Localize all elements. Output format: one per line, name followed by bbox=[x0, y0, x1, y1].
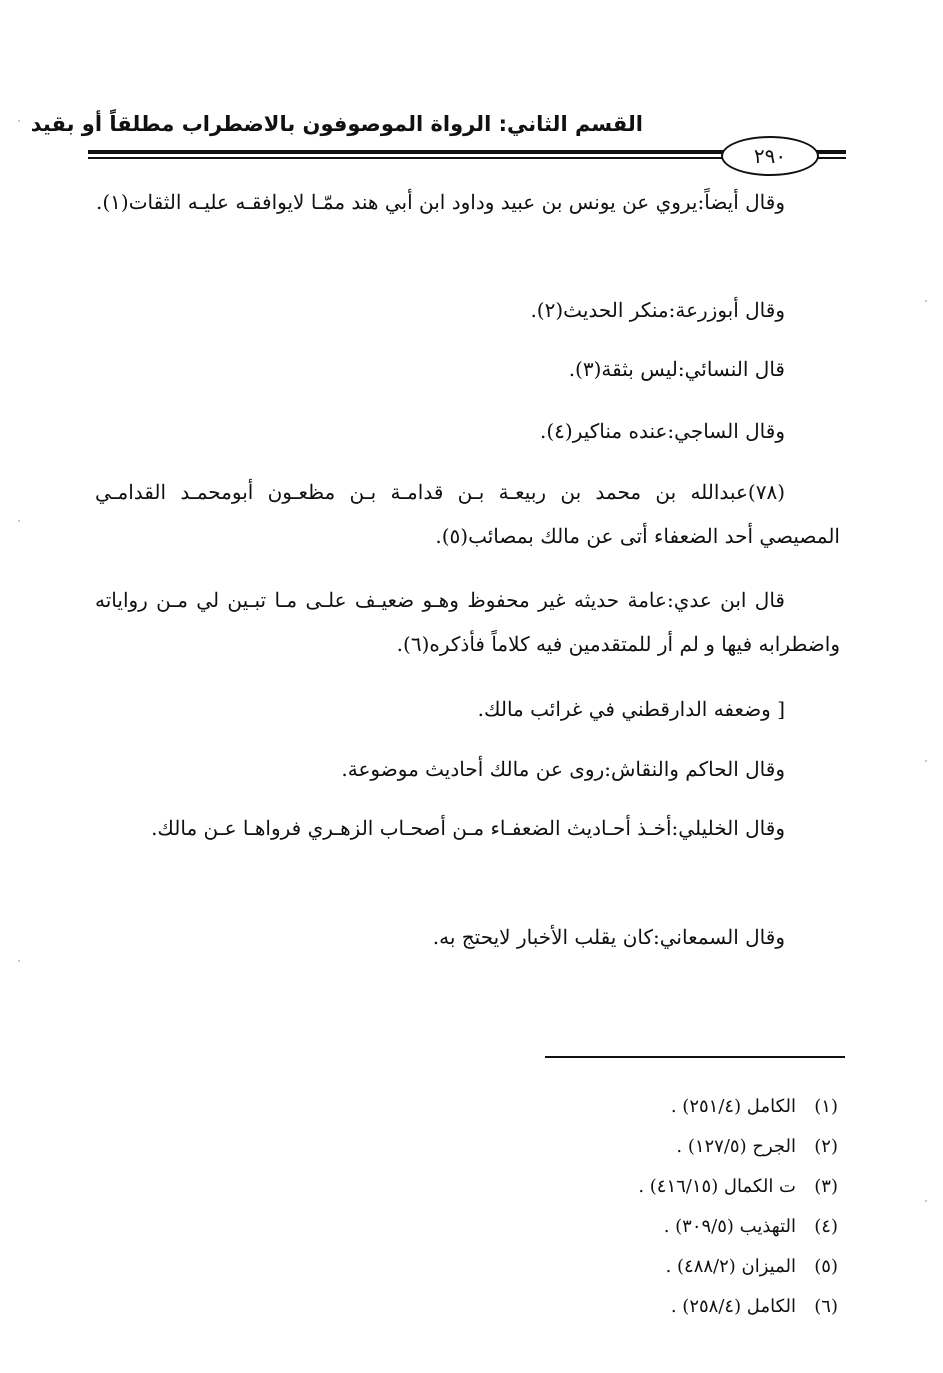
paragraph-3: قال النسائي:ليس بثقة(٣). bbox=[568, 357, 785, 381]
paragraph-10: وقال السمعاني:كان يقلب الأخبار لايحتج به. bbox=[432, 925, 785, 949]
paragraph-1: وقال أيضاً:يروي عن يونس بن عبيد وداود ابن أبي هند ممّـا لايوافقـه عليـه الثقات(١). bbox=[96, 190, 785, 214]
footnote-number: (٥) bbox=[814, 1256, 838, 1277]
paragraph-4: وقال الساجي:عنده مناكير(٤). bbox=[539, 419, 785, 443]
footnote-5 bbox=[438, 1247, 838, 1287]
footnote-4 bbox=[438, 1207, 838, 1247]
footnote-number: (١) bbox=[814, 1096, 838, 1117]
footnote-text: الكامل (٢٥٨/٤) . bbox=[670, 1296, 796, 1317]
running-title: القسم الثاني: الرواة الموصوفون بالاضطراب مطلقاً أو بقيد bbox=[30, 112, 643, 136]
footnote-text: التهذيب (٣٠٩/٥) . bbox=[663, 1216, 796, 1237]
paragraph-7: [ وضعفه الدارقطني في غرائب مالك. bbox=[477, 697, 785, 721]
footnote-text: الميزان (٤٨٨/٢) . bbox=[665, 1256, 796, 1277]
footnote-number: (٣) bbox=[814, 1176, 838, 1197]
page-number: ٢٩٠ bbox=[721, 136, 819, 176]
footnote-text: الجرح (١٢٧/٥) . bbox=[676, 1136, 796, 1157]
footnote-separator bbox=[545, 1056, 845, 1058]
paragraph-9: وقال الخليلي:أخـذ أحـاديث الضعفـاء مـن أصحـاب الزهـري فرواهـا عـن مالك. bbox=[151, 816, 785, 840]
footnote-number: (٢) bbox=[814, 1136, 838, 1157]
paragraph-6: قال ابن عدي:عامة حديثه غير محفوظ وهـو ضعيـف علـى مـا تبـين لي مـن رواياته واضطرابه فيها و لم أر للمتقدمين فيه كلاماً فأذكره(٦). bbox=[95, 588, 840, 656]
scan-speck bbox=[18, 120, 20, 122]
footnote-2 bbox=[438, 1127, 838, 1167]
paragraph-2: وقال أبوزرعة:منكر الحديث(٢). bbox=[530, 298, 785, 322]
footnote-6 bbox=[438, 1287, 838, 1327]
scan-speck bbox=[18, 520, 20, 522]
footnotes bbox=[438, 1087, 838, 1327]
footnote-number: (٤) bbox=[814, 1216, 838, 1237]
footnote-3 bbox=[438, 1167, 838, 1207]
paragraph-8: وقال الحاكم والنقاش:روى عن مالك أحاديث موضوعة. bbox=[341, 757, 785, 781]
paragraph-entry-78: (٧٨)عبدالله بن محمد بن ربيعـة بـن قدامـة بـن مظعـون أبومحمـد القدامـي المصيصي أحد الضعفاء أتى عن مالك بمصائب(٥). bbox=[95, 480, 840, 548]
footnote-1 bbox=[438, 1087, 838, 1127]
footnote-text: الكامل (٢٥١/٤) . bbox=[670, 1096, 796, 1117]
scan-speck bbox=[925, 760, 927, 762]
scan-speck bbox=[925, 1200, 927, 1202]
footnote-text: ت الكمال (٤١٦/١٥) . bbox=[638, 1176, 796, 1197]
scan-speck bbox=[925, 300, 927, 302]
footnote-number: (٦) bbox=[814, 1296, 838, 1317]
scan-speck bbox=[18, 960, 20, 962]
